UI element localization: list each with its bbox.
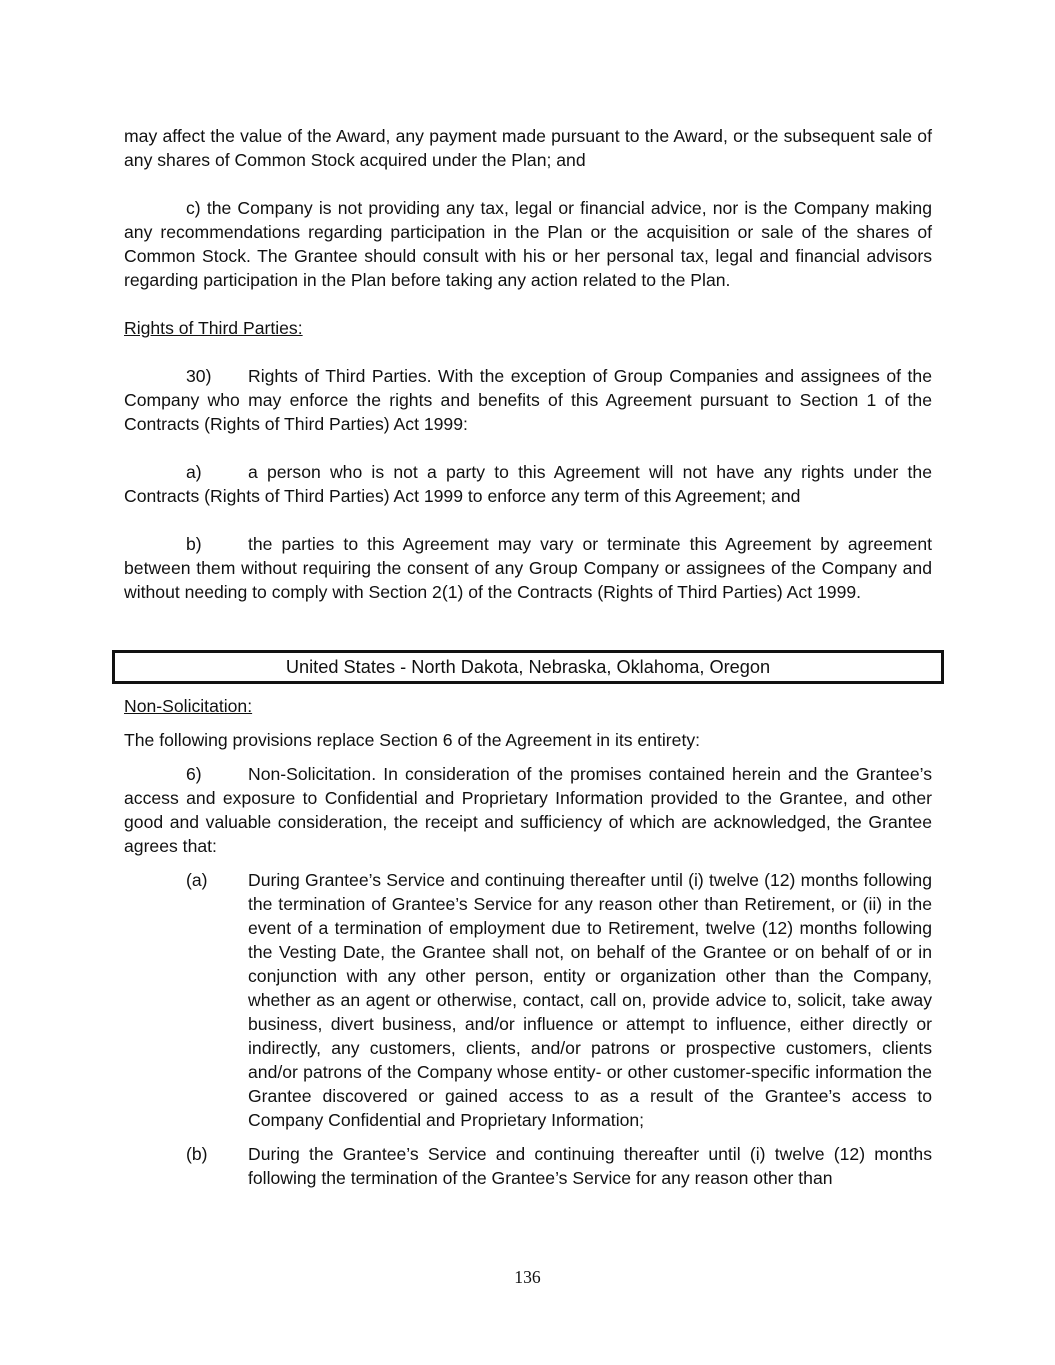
sub-item-a-label: (a) <box>186 870 208 890</box>
section-30-number: 30) <box>186 366 212 386</box>
continuation-paragraph: may affect the value of the Award, any payment made pursuant to the Award, or the subsequent sale of any shares of Common Stock acquired under the Plan; and <box>124 126 932 170</box>
page-body <box>124 124 932 1190</box>
item-b-label: b) <box>186 534 202 554</box>
item-b-text: the parties to this Agreement may vary or terminate this Agreement by agreement between them without requiring the consent of any Group Company or assignees of the Company and without needing to comply with Section 2(1) of the Contracts (Rights of Third Parties) Act 1999. <box>124 534 932 602</box>
paragraph-c: c) the Company is not providing any tax, legal or financial advice, nor is the Company making any recommendations regarding participation in the Plan or the acquisition or sale of the shares of Common Stock. The Grantee should consult with his or her personal tax, legal and financial advisors regarding participation in the Plan before taking any action related to the Plan. <box>124 198 932 290</box>
item-b-paragraph <box>124 532 932 604</box>
section-30-text: Rights of Third Parties. With the exception of Group Companies and assignees of the Company who may enforce the rights and benefits of this Agreement pursuant to Section 1 of the Contracts (Rights of Third Parties) Act 1999: <box>124 366 932 434</box>
non-solicitation-heading: Non-Solicitation: <box>124 696 253 716</box>
item-a-paragraph <box>124 460 932 508</box>
sub-item-b <box>124 1142 932 1190</box>
jurisdiction-banner: United States - North Dakota, Nebraska, Oklahoma, Oregon <box>112 650 944 684</box>
replacement-statement: The following provisions replace Section 6 of the Agreement in its entirety: <box>124 730 701 750</box>
item-a-text: a person who is not a party to this Agreement will not have any rights under the Contracts (Rights of Third Parties) Act 1999 to enforce any term of this Agreement; and <box>124 462 932 506</box>
section-6-number: 6) <box>186 764 202 784</box>
sub-item-b-label: (b) <box>186 1144 208 1164</box>
section-30-paragraph <box>124 364 932 436</box>
rights-of-third-parties-heading: Rights of Third Parties: <box>124 318 303 338</box>
sub-item-a <box>124 868 932 1132</box>
section-6-paragraph <box>124 762 932 858</box>
sub-item-b-text: During the Grantee’s Service and continuing thereafter until (i) twelve (12) months following the termination of the Grantee’s Service for any reason other than <box>248 1144 932 1188</box>
section-6-text: Non-Solicitation. In consideration of the promises contained herein and the Grantee’s access and exposure to Confidential and Proprietary Information provided to the Grantee, and other good and valuable consideration, the receipt and sufficiency of which are acknowledged, the Grantee agrees that: <box>124 764 932 856</box>
sub-item-a-text: During Grantee’s Service and continuing thereafter until (i) twelve (12) months following the termination of Grantee’s Service for any reason other than Retirement, or (ii) in the event of a termination of employment due to Retirement, twelve (12) months following the Vesting Date, the Grantee shall not, on behalf of the Grantee or on behalf of or in conjunction with any other person, entity or organization other than the Company, whether as an agent or otherwise, contact, call on, provide advice to, solicit, take away business, divert business, and/or influence or attempt to influence, either directly or indirectly, any customers, clients, and/or patrons or prospective customers, clients and/or patrons of the Company whose entity- or other customer-specific information the Grantee discovered or gained access to as a result of the Grantee’s access to Company Confidential and Proprietary Information; <box>248 870 932 1130</box>
page-number: 136 <box>514 1267 541 1287</box>
item-a-label: a) <box>186 462 202 482</box>
